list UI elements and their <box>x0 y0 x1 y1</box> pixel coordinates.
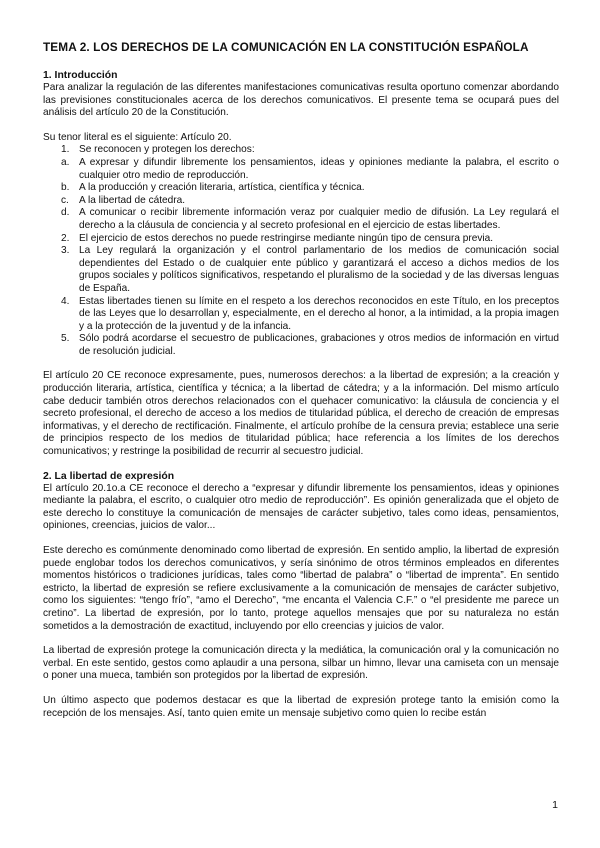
list-item <box>43 182 559 195</box>
list-item-text: La Ley regulará la organización y el control parlamentario de los medios de comunicación social dependientes del Estado o de cualquier ente público y garantizará el acceso a dichos medios de los grupos sociales y políticos significativos, respetando el pluralismo de la sociedad y de las diversas lenguas de España. <box>79 245 559 294</box>
article-20-list <box>43 144 559 358</box>
list-marker: 3. <box>61 245 70 257</box>
intro-paragraph: Para analizar la regulación de las diferentes manifestaciones comunicativas resulta oportuno comenzar abordando las previsiones constitucionales acerca de los derechos comunicativos. El presente tema se ocupará pues del análisis del artículo 20 de la Constitución. <box>43 82 559 119</box>
list-marker: 1. <box>61 144 70 156</box>
list-marker: d. <box>61 207 70 219</box>
list-item <box>43 144 559 157</box>
list-marker: 4. <box>61 295 70 307</box>
body-paragraph: La libertad de expresión protege la comunicación directa y la mediática, la comunicación oral y la comunicación no verbal. En este sentido, gestos como aplaudir a una persona, silbar un himno, llevar una camiseta con un mensaje o poner una mueca, también son protegidos por la libertad de expresión. <box>43 645 559 682</box>
list-item-text: Estas libertades tienen su límite en el respeto a los derechos reconocidos en este Título, en los preceptos de las Leyes que lo desarrollan y, especialmente, en el derecho al honor, a la intimidad, a la propia imagen y a la protección de la juventud y de la infancia. <box>79 295 559 332</box>
list-item <box>43 333 559 358</box>
list-marker: c. <box>61 194 69 206</box>
body-paragraph: Un último aspecto que podemos destacar es que la libertad de expresión protege tanto la emisión como la recepción de los mensajes. Así, tanto quien emite un mensaje subjetivo como quien lo recibe están <box>43 694 559 719</box>
document-page <box>43 40 559 720</box>
list-marker: 2. <box>61 232 70 244</box>
list-marker: 5. <box>61 333 70 345</box>
list-item-text: El ejercicio de estos derechos no puede restringirse mediante ningún tipo de censura previa. <box>79 232 494 244</box>
list-item <box>43 296 559 334</box>
list-item <box>43 195 559 208</box>
list-item <box>43 245 559 295</box>
list-item <box>43 207 559 232</box>
list-item <box>43 233 559 246</box>
list-marker: b. <box>61 182 70 194</box>
summary-paragraph: El artículo 20 CE reconoce expresamente, pues, numerosos derechos: a la libertad de expresión; a la creación y producción literaria, artística, científica y técnica; a la libertad de cátedra; y a la información. Del mismo artículo cabe deducir también otros derechos relacionados con el quehacer comunicativo: la cláusula de conciencia y el secreto profesional, el derecho de acceso a los medios de titularidad pública, el derecho de creación de empresas informativas, y el derecho de rectificación. Finalmente, el artículo prohíbe de la censura previa; establece una serie de principios respecto de los medios de titularidad pública; hace referencia a los límites de los derechos comunicativos; y restringe la posibilidad de recurrir al secuestro judicial. <box>43 370 559 458</box>
list-item-text: Sólo podrá acordarse el secuestro de publicaciones, grabaciones y otros medios de información en virtud de resolución judicial. <box>79 333 559 357</box>
section-heading-introduccion: 1. Introducción <box>43 70 118 81</box>
page-number: 1 <box>552 799 558 811</box>
list-item-text: A la libertad de cátedra. <box>79 194 186 206</box>
article-lead: Su tenor literal es el siguiente: Artículo 20. <box>43 131 232 143</box>
list-item-text: Se reconocen y protegen los derechos: <box>79 144 255 156</box>
list-marker: a. <box>61 156 70 168</box>
body-paragraph: Este derecho es comúnmente denominado como libertad de expresión. En sentido amplio, la libertad de expresión puede englobar todos los derechos comunicativos, y sería sinónimo de otros términos empleados en diferentes momentos históricos o tradiciones jurídicas, tales como “libertad de palabra” o “libertad de imprenta”. En sentido estricto, la libertad de expresión se refiere exclusivamente a la comunicación de mensajes de carácter subjetivo, como los siguientes: “tengo frío”, “amo el Derecho”, “me encanta el Valencia C.F.” o “el presidente me parece un cretino”. La libertad de expresión, por lo tanto, protege aquellos mensajes que por su naturaleza no están sometidos a la demostración de exactitud, incluyendo por ello creencias y juicios de valor. <box>43 545 559 632</box>
body-paragraph: El artículo 20.1o.a CE reconoce el derecho a “expresar y difundir libremente los pensamientos, ideas y opiniones mediante la palabra, el escrito, o cualquier otro medio de reproducción”. Es opinión generalizada que el objeto de este derecho lo constituye la comunicación de mensajes de carácter subjetivo, tales como ideas, pensamientos, opiniones, creencias, juicios de valor... <box>43 482 559 532</box>
list-item-text: A comunicar o recibir libremente información veraz por cualquier medio de difusión. La Ley regulará el derecho a la cláusula de conciencia y al secreto profesional en el ejercicio de estas libertades. <box>79 207 559 231</box>
section-heading-libertad-expresion: 2. La libertad de expresión <box>43 470 175 482</box>
list-item-text: A la producción y creación literaria, artística, científica y técnica. <box>79 182 365 194</box>
list-item <box>43 157 559 182</box>
document-title: TEMA 2. LOS DERECHOS DE LA COMUNICACIÓN EN LA CONSTITUCIÓN ESPAÑOLA <box>43 40 529 54</box>
list-item-text: A expresar y difundir libremente los pensamientos, ideas y opiniones mediante la palabra, el escrito o cualquier otro medio de reproducción. <box>79 156 559 181</box>
